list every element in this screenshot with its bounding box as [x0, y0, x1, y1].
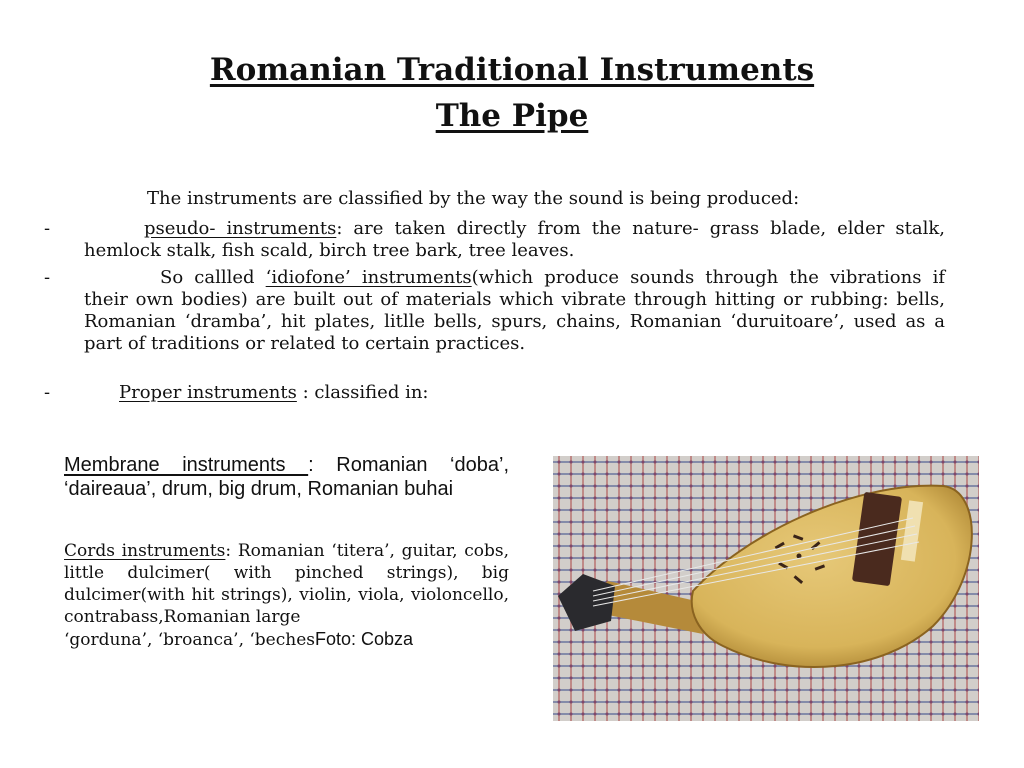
bullet-text: : are taken directly from the nature- grass blade, elder stalk, hemlock stalk, fish scald, birch tree bark, tree leaves.	[84, 218, 945, 261]
cords-text: : Romanian ‘titera’, guitar, cobs, little dulcimer( with pinched strings), big dulcimer(with hit strings), violin, viola, violoncello, contrabass,Romanian large	[64, 541, 509, 627]
slide-title: Romanian Traditional Instruments	[209, 52, 815, 88]
bullet-dash: -	[44, 267, 51, 288]
term-proper-instruments: Proper instruments	[119, 382, 297, 403]
term-idiofone-instruments: ‘idiofone’ instruments	[265, 267, 472, 288]
slide-subtitle: The Pipe	[435, 98, 589, 134]
membrane-instruments-paragraph	[64, 453, 509, 501]
cobza-lute-photo	[553, 456, 979, 721]
cords-instruments-paragraph	[64, 540, 509, 651]
cords-last-line: ‘gorduna’, ‘broanca’, ‘beches	[64, 630, 315, 650]
bullet-proper-instruments	[84, 382, 945, 404]
bullet-pseudo-instruments	[84, 218, 945, 262]
term-pseudo-instruments: pseudo- instruments	[144, 218, 337, 239]
term-membrane-instruments: Membrane instruments	[64, 454, 309, 476]
bullet-dash: -	[44, 382, 51, 403]
bullet-text: (which produce sounds through the vibrations if their own bodies) are built out of materials which vibrate through hitting or rubbing: bells, Romanian ‘dramba’, hit plates, litlle bells, spurs, chains, Romanian ‘duruitoare’, used as a part of traditions or related to certain practices.	[84, 267, 945, 354]
bullet-text: : classified in:	[296, 382, 429, 403]
term-cords-instruments: Cords instruments	[64, 541, 226, 561]
bullet-idiofone-instruments	[84, 267, 945, 355]
membrane-text: : Romanian ‘doba’, ‘daireaua’, drum, big drum, Romanian buhai	[64, 454, 509, 500]
bullet-prefix: So callled	[160, 267, 266, 288]
intro-text: The instruments are classified by the way the sound is being produced:	[147, 188, 800, 209]
photo-caption: Foto: Cobza	[314, 629, 414, 649]
bullet-dash: -	[44, 218, 51, 239]
